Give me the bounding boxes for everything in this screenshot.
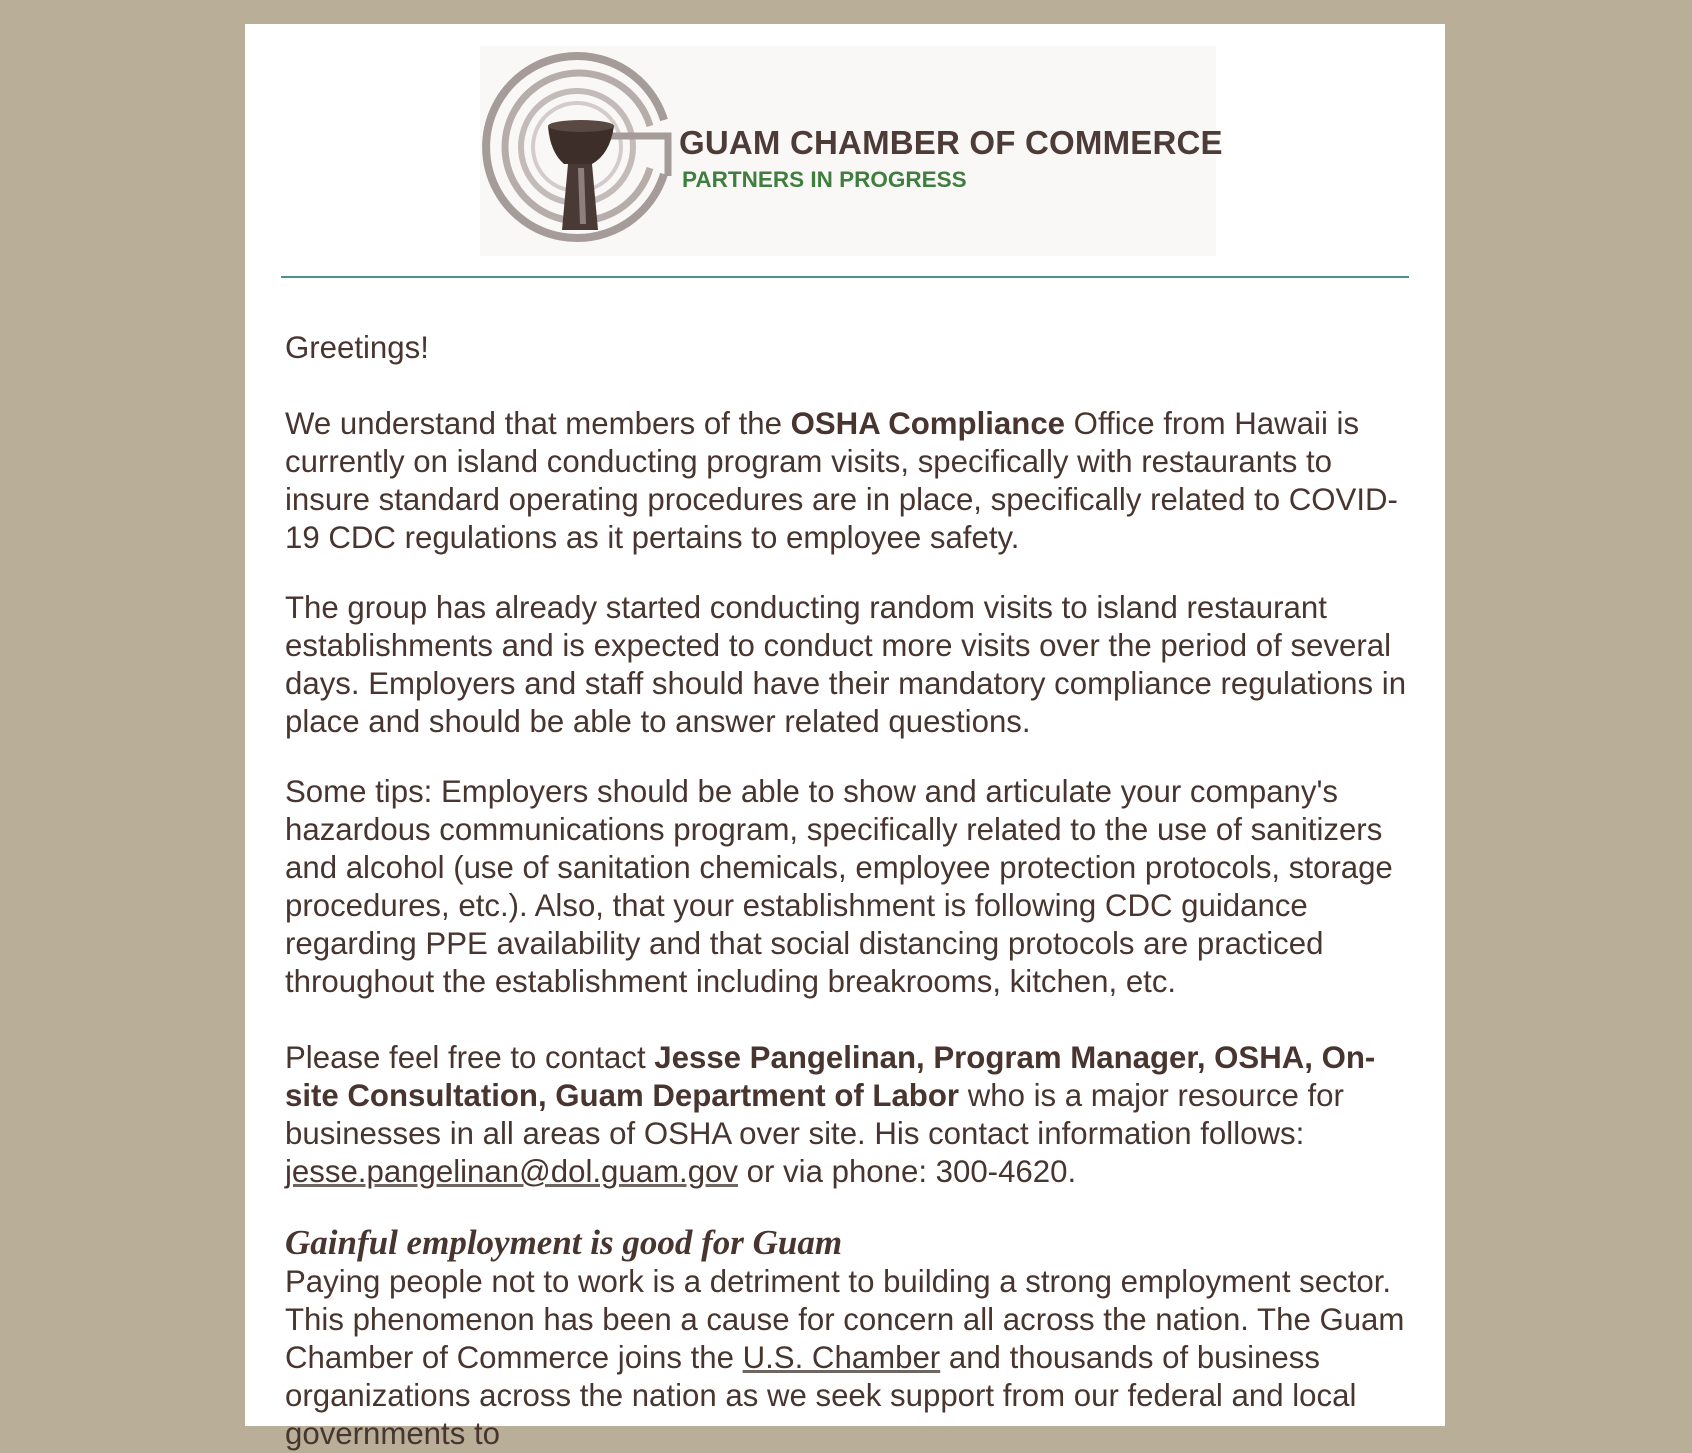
email-body [245, 24, 1445, 1451]
paragraph-osha-visits: We understand that members of the OSHA Compliance Office from Hawaii is currently on island conducting program visits, specifically with restaurants to insure standard operating procedures are in place, specifically related to COVID-19 CDC regulations as it pertains to employee safety. [285, 406, 1398, 555]
paragraph-tips: Some tips: Employers should be able to show and articulate your company's hazardous communications program, specifically related to the use of sanitizers and alcohol (use of sanitation chemicals, employee protection protocols, storage procedures, etc.). Also, that your establishment is following CDC guidance regarding PPE availability and that social distancing protocols are practiced throughout the establishment including breakrooms, kitchen, etc. [285, 774, 1393, 999]
paragraph-random-visits: The group has already started conducting random visits to island restaurant establishments and is expected to conduct more visits over the period of several days. Employers and staff should have their mandatory compliance regulations in place and should be able to answer related questions. [285, 590, 1407, 739]
logo-tagline: PARTNERS IN PROGRESS [682, 167, 967, 192]
greeting: Greetings! [285, 330, 429, 365]
logo-title: GUAM CHAMBER OF COMMERCE [679, 124, 1223, 161]
chamber-logo [480, 46, 1223, 256]
message-content [285, 329, 1409, 1453]
osha-compliance-emphasis: OSHA Compliance [790, 406, 1066, 441]
contact-email-link[interactable]: jesse.pangelinan@dol.guam.gov [285, 1154, 738, 1189]
us-chamber-link[interactable]: U.S. Chamber [742, 1340, 941, 1375]
section-heading: Gainful employment is good for Guam [285, 1223, 843, 1262]
header-divider [281, 276, 1409, 278]
paragraph-contact: Please feel free to contact Jesse Pangelinan, Program Manager, OSHA, On-site Consultation, Guam Department of Labor who is a major resource for businesses in all areas of OSHA over site. His contact information follows: jesse.pangelinan@dol.guam.gov or via phone: 300-4620. [285, 1040, 1376, 1189]
contact-name-emphasis: Jesse Pangelinan, Program Manager, OSHA, On-site Consultation, Guam Department of Labor [285, 1040, 1376, 1113]
paragraph-employment: Paying people not to work is a detriment to building a strong employment sector. This phenomenon has been a cause for concern all across the nation. The Guam Chamber of Commerce joins the U.S. Chamber and thousands of business organizations across the nation as we seek support from our federal and local governments to [285, 1264, 1405, 1451]
